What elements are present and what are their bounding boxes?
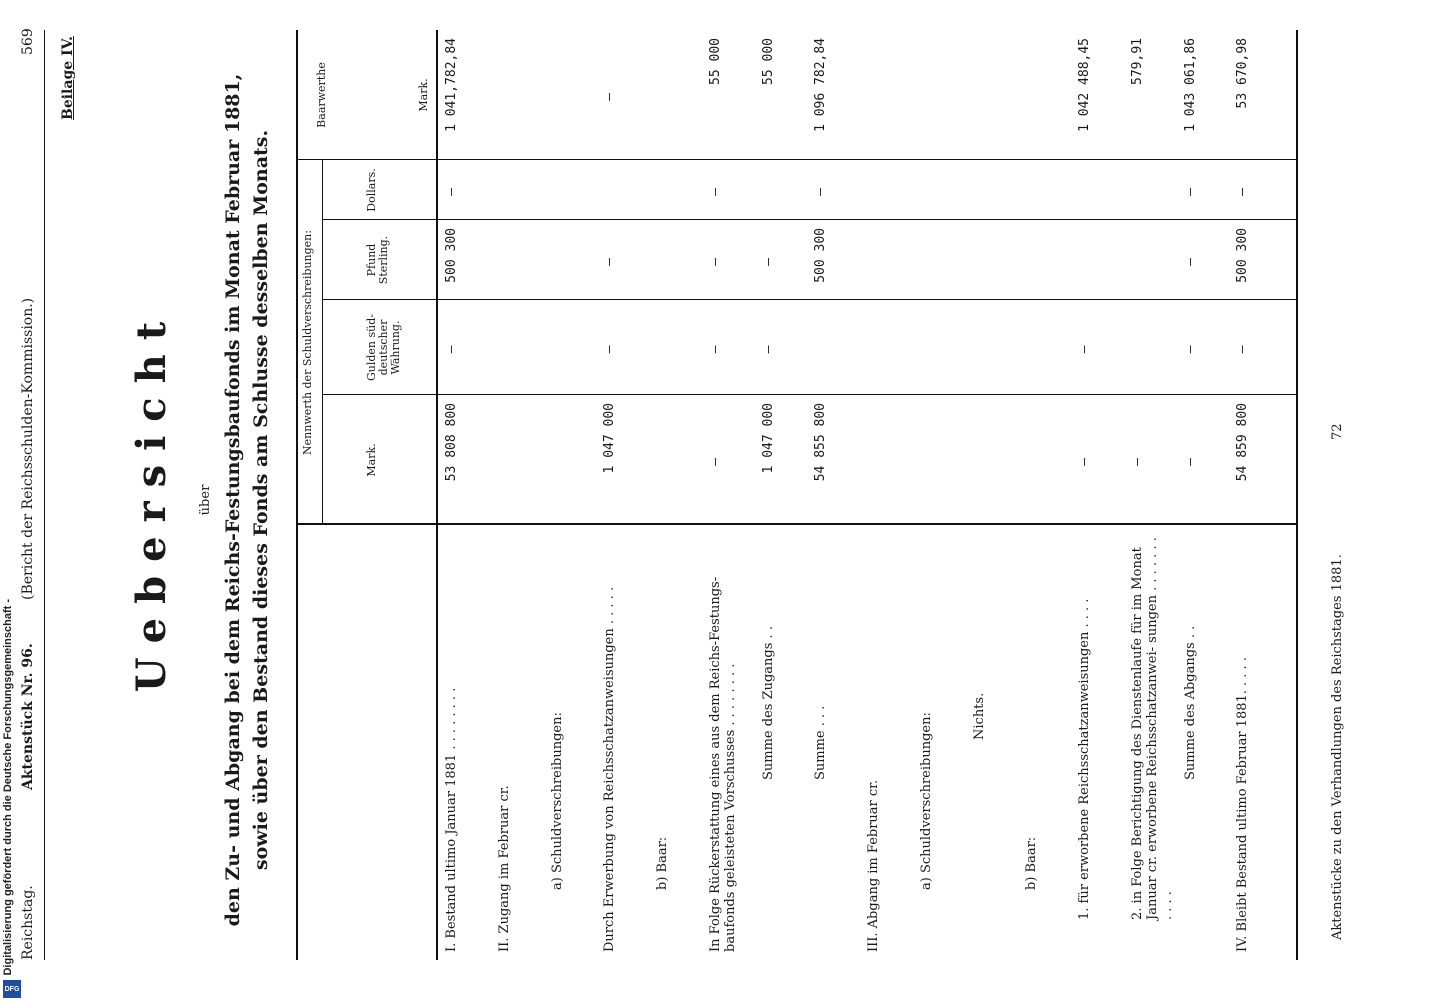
column-header-mark: Mark. — [417, 78, 430, 112]
column-header: Pfund Sterling. — [365, 235, 390, 285]
row-label: IV. Bleibt Bestand ultimo Februar 1881. . . . . — [1235, 657, 1251, 952]
footer-aktenstuecke: Aktenstücke zu den Verhandlungen des Reichstages 1881. — [1330, 554, 1345, 940]
subtitle-line-2: sowie über den Bestand dieses Fonds am Schlusse desselben Monats. — [250, 129, 272, 871]
row-value: 1 042 488,45 — [1077, 38, 1092, 132]
row-value: 53 808 800 — [444, 403, 459, 482]
row-value: 1 096 782,84 — [813, 38, 829, 132]
table-column-divider — [322, 394, 1296, 395]
subtitle-line-1: den Zu- und Abgang bei dem Reichs-Festungsbaufonds im Monat Februar 1881, — [222, 73, 244, 927]
row-value: — — [444, 188, 459, 196]
row-value: 500 300 — [444, 228, 459, 283]
subtitle-ueber: über — [198, 484, 213, 516]
row-value: — — [813, 188, 829, 196]
row-value: 54 859 800 — [1235, 403, 1251, 482]
row-label: a) Schuldverschreibungen: — [918, 712, 934, 890]
row-value: — — [1182, 458, 1198, 466]
column-header: Mark. — [365, 443, 378, 477]
header-top-rule — [44, 30, 45, 960]
group-header: Nennwerth der Schuldverschreibungen: — [301, 230, 314, 455]
row-value: — — [444, 345, 459, 354]
row-value: — — [707, 188, 723, 196]
table-column-divider — [296, 159, 1296, 160]
row-label: 1. für erworbene Reichsschatzanweisungen . . . . — [1077, 598, 1092, 920]
row-value: — — [1077, 345, 1092, 354]
row-value: — — [707, 345, 723, 354]
row-label: Nichts. — [971, 692, 987, 740]
header-aktenstueck: Aktenstück Nr. 96. — [20, 643, 36, 790]
row-value: — — [1077, 458, 1092, 466]
row-value: — — [1182, 188, 1198, 196]
table-bottom-rule — [1296, 30, 1298, 960]
table-column-divider — [322, 219, 1296, 220]
dfg-logo: DFG — [3, 980, 21, 998]
table-head-rule — [436, 30, 438, 960]
row-value: 500 300 — [813, 228, 829, 283]
row-value: — — [602, 258, 618, 266]
row-label: a) Schuldverschreibungen: — [549, 712, 565, 890]
row-value: 579,91 — [1129, 38, 1145, 85]
page-number: 569 — [20, 28, 36, 55]
row-label: Summe . . . — [813, 705, 829, 780]
column-header: Dollars. — [365, 168, 378, 212]
row-value: — — [707, 458, 723, 466]
row-value: 1 043 061,86 — [1182, 38, 1198, 132]
row-label: Durch Erwerbung von Reichsschatzanweisungen . . . . . — [602, 586, 618, 952]
row-value: — — [707, 258, 723, 266]
row-value: 500 300 — [1235, 228, 1251, 283]
dfg-credit-text: Digitalisierung gefördert durch die Deutsche Forschungsgemeinschaft - — [2, 599, 14, 976]
row-value: 1 047 000 — [760, 403, 776, 474]
column-header: Gulden süd-deutscher Währung. — [365, 314, 402, 382]
row-value: — — [602, 345, 618, 354]
row-value: — — [1182, 258, 1198, 266]
row-value: 54 855 800 — [813, 403, 829, 482]
row-label: In Folge Rückerstattung eines aus dem Reichs-Festungs- baufonds geleisteten Vorschusses . . . . . . . . — [707, 576, 738, 952]
column-header-baarwerthe: Baarwerthe — [315, 62, 328, 128]
row-label: b) Baar: — [655, 836, 670, 890]
row-label: I. Bestand ultimo Januar 1881 . . . . . . . . — [444, 687, 459, 952]
row-value: 1 041,782,84 — [444, 38, 459, 132]
row-value: — — [602, 93, 618, 101]
table-group-rule — [322, 160, 323, 525]
row-label: Summe des Zugangs . . — [760, 626, 776, 780]
row-value: 55 000 — [707, 38, 723, 85]
row-value: — — [1235, 188, 1251, 196]
header-reichstag: Reichstag. — [20, 885, 36, 960]
row-value: 1 047 000 — [602, 403, 618, 474]
page-title: Uebersicht — [128, 307, 175, 693]
table-column-divider — [322, 299, 1296, 300]
row-value: — — [1129, 458, 1145, 466]
row-label: II. Zugang im Februar cr. — [496, 785, 512, 952]
row-value: — — [760, 258, 776, 266]
row-value: — — [1235, 345, 1251, 354]
header-bericht: (Bericht der Reichsschulden-Kommission.) — [20, 297, 36, 600]
beilage-label: Beilage IV. — [60, 36, 76, 120]
row-value: 53 670,98 — [1235, 38, 1251, 109]
table-top-rule — [296, 30, 298, 960]
row-label: b) Baar: — [1024, 836, 1040, 890]
uebersicht-table — [296, 30, 1356, 960]
row-label: 2. in Folge Berichtigung des Dienstenlaufe für im Monat Januar cr. erworbene Reichsschatzanwei- sungen . . . . . . . . . . . — [1129, 537, 1175, 920]
row-label: Summe des Abgangs . . — [1182, 625, 1198, 780]
row-value: 55 000 — [760, 38, 776, 85]
table-label-divider — [296, 523, 1296, 525]
row-label: III. Abgang im Februar cr. — [866, 779, 881, 952]
row-value: — — [1182, 345, 1198, 354]
footer-page: 72 — [1330, 423, 1345, 440]
row-value: — — [760, 345, 776, 354]
